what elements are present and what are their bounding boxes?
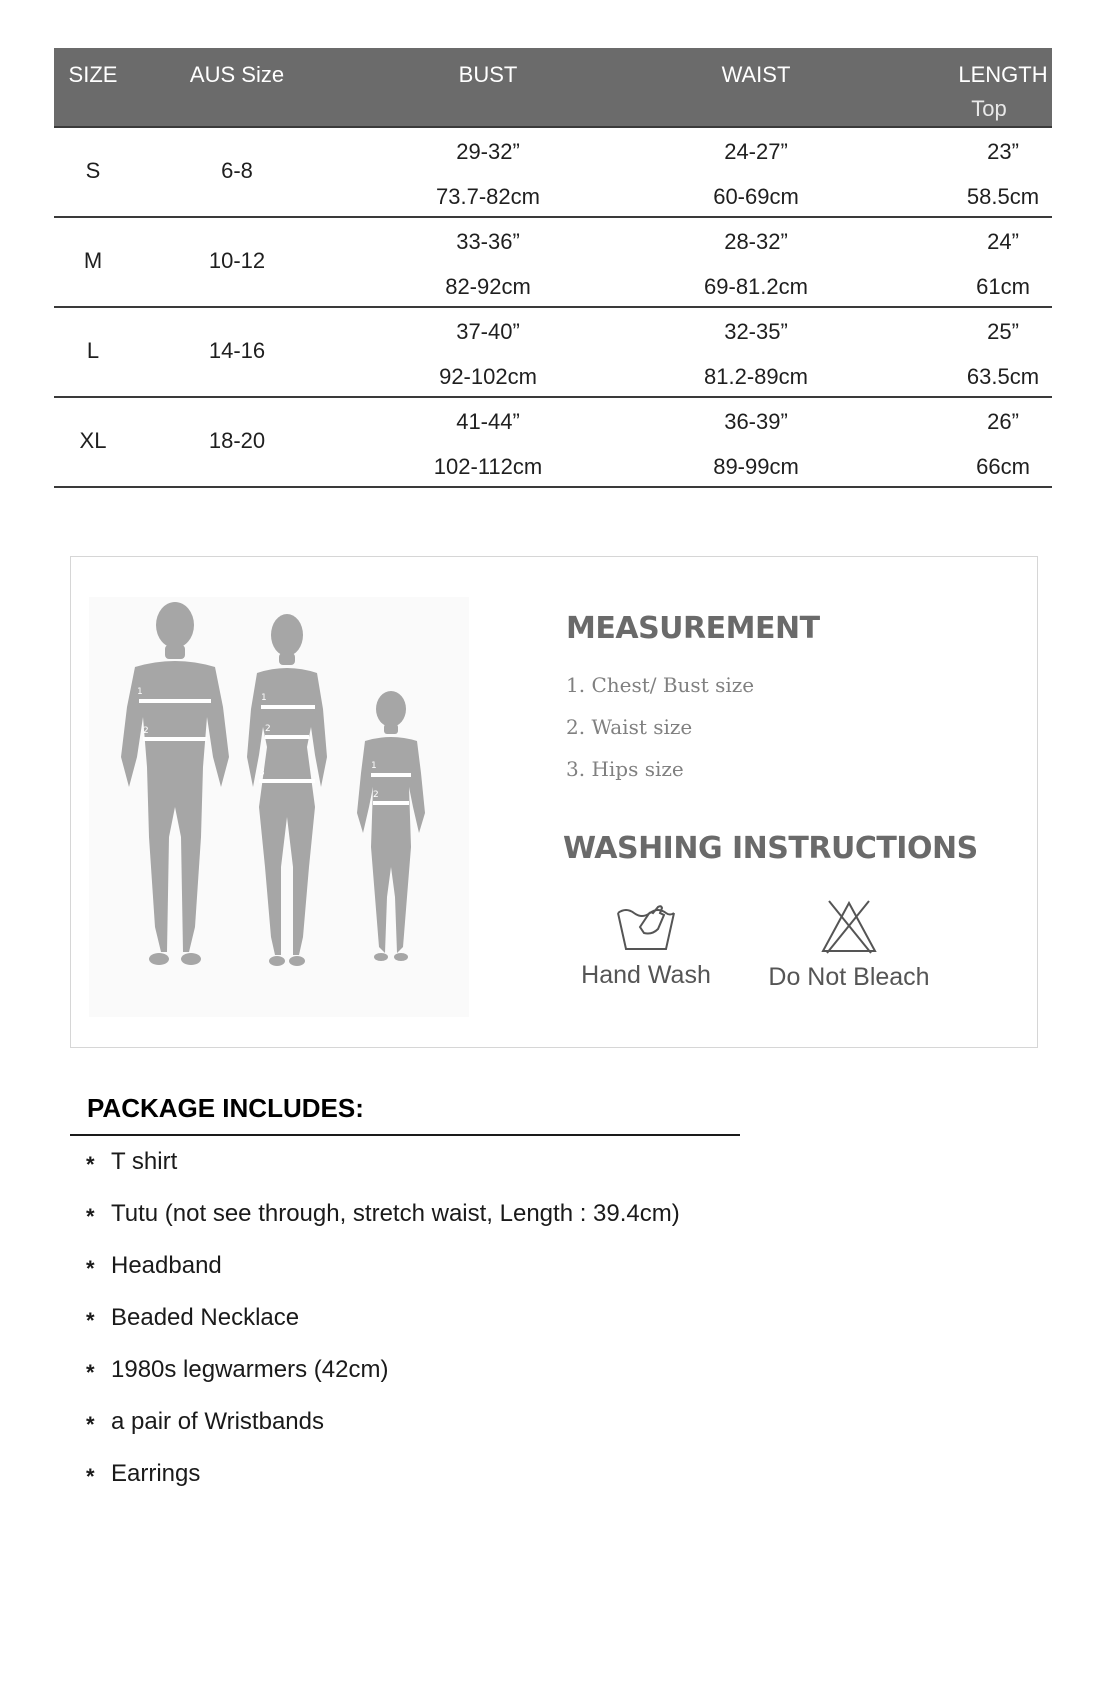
length-inch-cell: 23”: [987, 139, 1019, 164]
man-figure-icon: [121, 602, 229, 965]
size-chart-header: [54, 48, 1052, 126]
aus-size-cell: 14-16: [208, 338, 266, 363]
length-inch-cell: 24”: [987, 229, 1019, 254]
svg-text:2: 2: [265, 724, 271, 734]
header-length-sub: Top: [971, 96, 1007, 121]
bullet: *: [86, 1256, 95, 1281]
measurement-item: 3. Hips size: [566, 757, 684, 781]
bust-inch-cell: 33-36”: [456, 229, 520, 254]
svg-text:3: 3: [259, 768, 265, 778]
woman-figure-icon: [247, 614, 327, 966]
svg-text:2: 2: [373, 790, 379, 800]
package-divider: [70, 1134, 740, 1136]
size-chart-table: [54, 48, 1052, 488]
bullet: *: [86, 1204, 95, 1229]
length-cm-cell: 66cm: [976, 454, 1030, 479]
table-row: [54, 218, 1052, 308]
header-waist: WAIST: [721, 62, 791, 87]
svg-text:1: 1: [371, 761, 377, 771]
aus-size-cell: 18-20: [208, 428, 266, 453]
package-item-text: 1980s legwarmers (42cm): [111, 1356, 389, 1383]
package-item-text: a pair of Wristbands: [111, 1408, 324, 1435]
child-figure-icon: [357, 691, 425, 961]
package-item-text: Beaded Necklace: [111, 1304, 300, 1331]
bullet: *: [86, 1308, 95, 1333]
waist-inch-cell: 32-35”: [724, 319, 788, 344]
body-figures-illustration: [89, 597, 469, 1017]
package-item-text: Tutu (not see through, stretch waist, Length : 39.4cm): [111, 1200, 680, 1227]
length-cm-cell: 61cm: [976, 274, 1030, 299]
bullet: *: [86, 1152, 95, 1177]
table-row: [54, 128, 1052, 218]
size-cell: M: [83, 248, 103, 273]
svg-text:1: 1: [137, 687, 143, 697]
bullet: *: [86, 1464, 95, 1489]
size-cell: S: [85, 158, 101, 183]
bust-cm-cell: 92-102cm: [439, 364, 537, 389]
svg-text:2: 2: [143, 726, 149, 736]
header-bust: BUST: [458, 62, 518, 87]
size-cell: L: [86, 338, 100, 363]
do-not-bleach-icon: [819, 899, 879, 955]
bullet: *: [86, 1412, 95, 1437]
header-size: SIZE: [68, 62, 118, 87]
package-item-text: Headband: [111, 1252, 222, 1279]
bullet: *: [86, 1360, 95, 1385]
hand-wash-label: Hand Wash: [581, 961, 711, 989]
body-measurement-figures: [89, 597, 469, 1017]
package-item-text: Earrings: [111, 1460, 201, 1487]
measurement-item: 2. Waist size: [566, 715, 693, 739]
washing-instructions-title: WASHING INSTRUCTIONS: [563, 831, 978, 866]
length-cm-cell: 63.5cm: [966, 364, 1040, 389]
waist-inch-cell: 24-27”: [724, 139, 788, 164]
header-length: LENGTH: [958, 62, 1048, 87]
bust-cm-cell: 102-112cm: [433, 454, 543, 479]
measurement-title: MEASUREMENT: [566, 611, 820, 646]
do-not-bleach-label: Do Not Bleach: [768, 963, 930, 991]
hand-wash-instruction: [566, 899, 726, 990]
bust-cm-cell: 73.7-82cm: [436, 184, 540, 209]
length-inch-cell: 25”: [987, 319, 1019, 344]
bust-cm-cell: 82-92cm: [445, 274, 531, 299]
waist-inch-cell: 36-39”: [724, 409, 788, 434]
aus-size-cell: 10-12: [208, 248, 266, 273]
bust-inch-cell: 37-40”: [456, 319, 520, 344]
size-cell: XL: [79, 428, 107, 453]
length-cm-cell: 58.5cm: [966, 184, 1040, 209]
do-not-bleach-instruction: [739, 899, 959, 992]
bust-inch-cell: 29-32”: [456, 139, 520, 164]
waist-inch-cell: 28-32”: [724, 229, 788, 254]
package-includes-title: PACKAGE INCLUDES:: [87, 1093, 364, 1123]
measurement-item: 1. Chest/ Bust size: [566, 673, 755, 697]
waist-cm-cell: 69-81.2cm: [704, 274, 808, 299]
table-row: [54, 308, 1052, 398]
svg-text:1: 1: [261, 693, 267, 703]
waist-cm-cell: 81.2-89cm: [704, 364, 808, 389]
package-item-text: T shirt: [111, 1148, 178, 1175]
waist-cm-cell: 89-99cm: [713, 454, 799, 479]
table-row: [54, 398, 1052, 488]
length-inch-cell: 26”: [987, 409, 1019, 434]
header-aus-size: AUS Size: [189, 62, 285, 87]
aus-size-cell: 6-8: [221, 158, 253, 183]
hand-wash-icon: [614, 899, 678, 953]
bust-inch-cell: 41-44”: [456, 409, 520, 434]
waist-cm-cell: 60-69cm: [713, 184, 799, 209]
care-info-panel: [70, 556, 1038, 1048]
